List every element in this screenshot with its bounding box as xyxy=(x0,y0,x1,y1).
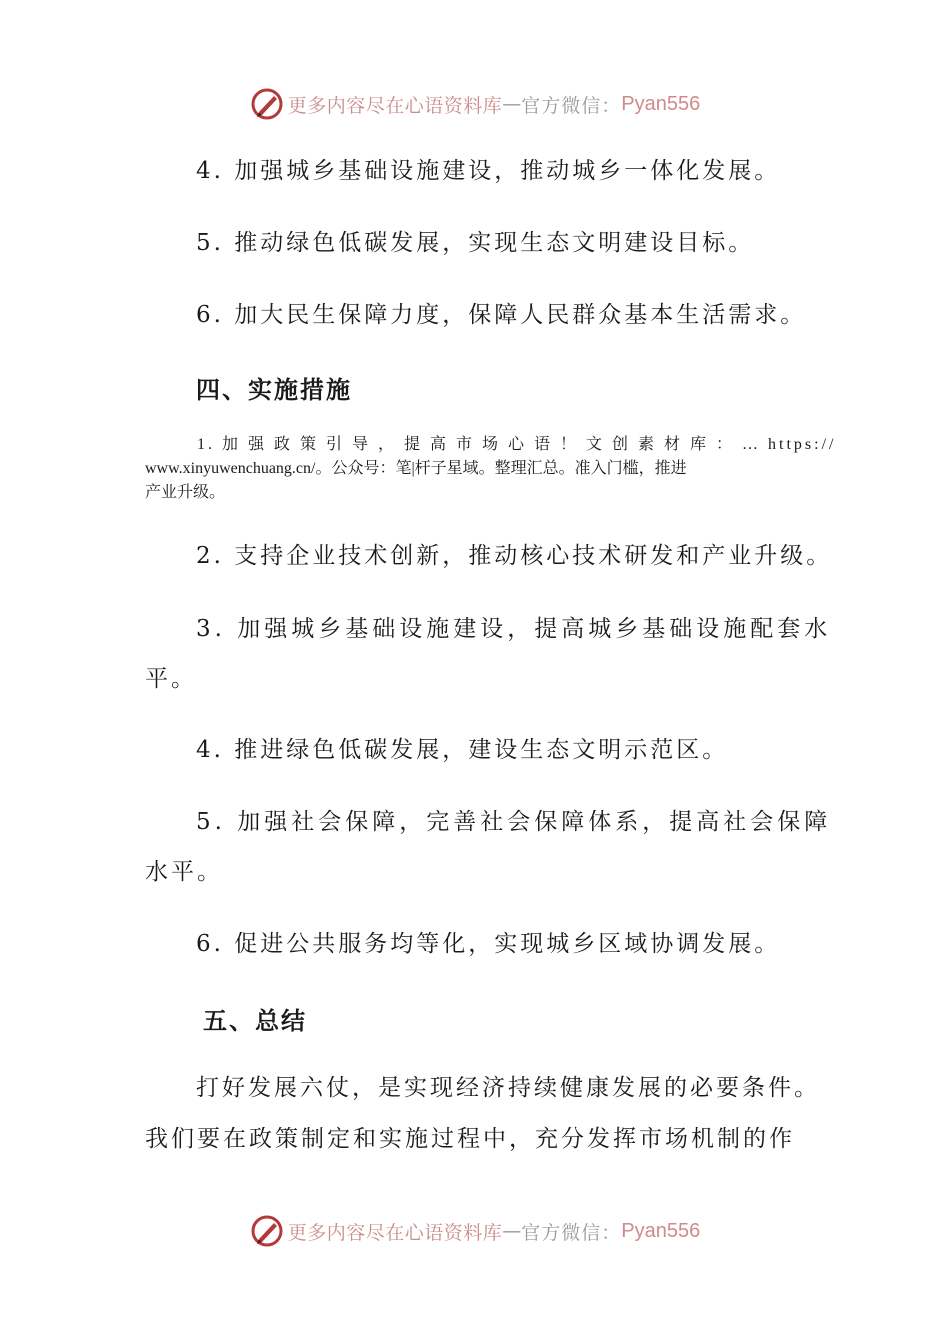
section4-item-5-line2: 水平。 xyxy=(145,859,223,885)
section3-item-5: 5. 推动绿色低碳发展，实现生态文明建设目标。 xyxy=(196,230,755,256)
section4-heading: 四、实施措施 xyxy=(196,375,352,404)
watermark-separator: — xyxy=(502,93,522,115)
section5-paragraph-line2: 我们要在政策制定和实施过程中，充分发挥市场机制的作 xyxy=(145,1126,795,1152)
section4-item-1-line3: 产业升级。 xyxy=(145,484,226,501)
section4-item-6: 6. 促进公共服务均等化，实现城乡区域协调发展。 xyxy=(196,931,781,957)
footer-watermark xyxy=(0,1211,950,1251)
section5-heading: 五、总结 xyxy=(203,1006,307,1035)
section3-item-4: 4. 加强城乡基础设施建设，推动城乡一体化发展。 xyxy=(196,158,781,184)
section4-item-1-line2: www.xinyuwenchuang.cn/。公众号：笔|杆子星域。整理汇总。准入门槛，推进 xyxy=(145,460,687,477)
watermark-wechat-id: Pyan556 xyxy=(621,92,701,115)
section4-item-2: 2. 支持企业技术创新，推动核心技术研发和产业升级。 xyxy=(196,543,833,569)
section4-item-1-line1: 1. 加 强 政 策 引 导 ， 提 高 市 场 心 语 ！ 文 创 素 材 库 ： … https:// xyxy=(197,436,837,453)
watermark-wechat-id: Pyan556 xyxy=(621,1219,701,1242)
section4-item-3-line2: 平。 xyxy=(145,666,197,692)
watermark-separator: — xyxy=(502,1220,522,1242)
header-watermark xyxy=(0,84,950,124)
section4-item-5-line1: 5. 加强社会保障，完善社会保障体系，提高社会保障 xyxy=(196,809,832,835)
watermark-contact: 官方微信： xyxy=(521,1221,622,1244)
watermark-contact: 官方微信： xyxy=(521,94,622,117)
section3-item-6: 6. 加大民生保障力度，保障人民群众基本生活需求。 xyxy=(196,302,807,328)
watermark-text: 更多内容尽在心语资料库 xyxy=(287,94,503,117)
section4-item-4: 4. 推进绿色低碳发展，建设生态文明示范区。 xyxy=(196,737,729,763)
section5-paragraph-line1: 打好发展六仗，是实现经济持续健康发展的必要条件。 xyxy=(196,1075,820,1101)
section4-item-3-line1: 3. 加强城乡基础设施建设，提高城乡基础设施配套水 xyxy=(196,616,832,642)
watermark-text: 更多内容尽在心语资料库 xyxy=(287,1221,503,1244)
pen-logo-icon xyxy=(250,87,284,121)
section4-item-1 xyxy=(145,433,837,505)
pen-logo-icon xyxy=(250,1214,284,1248)
